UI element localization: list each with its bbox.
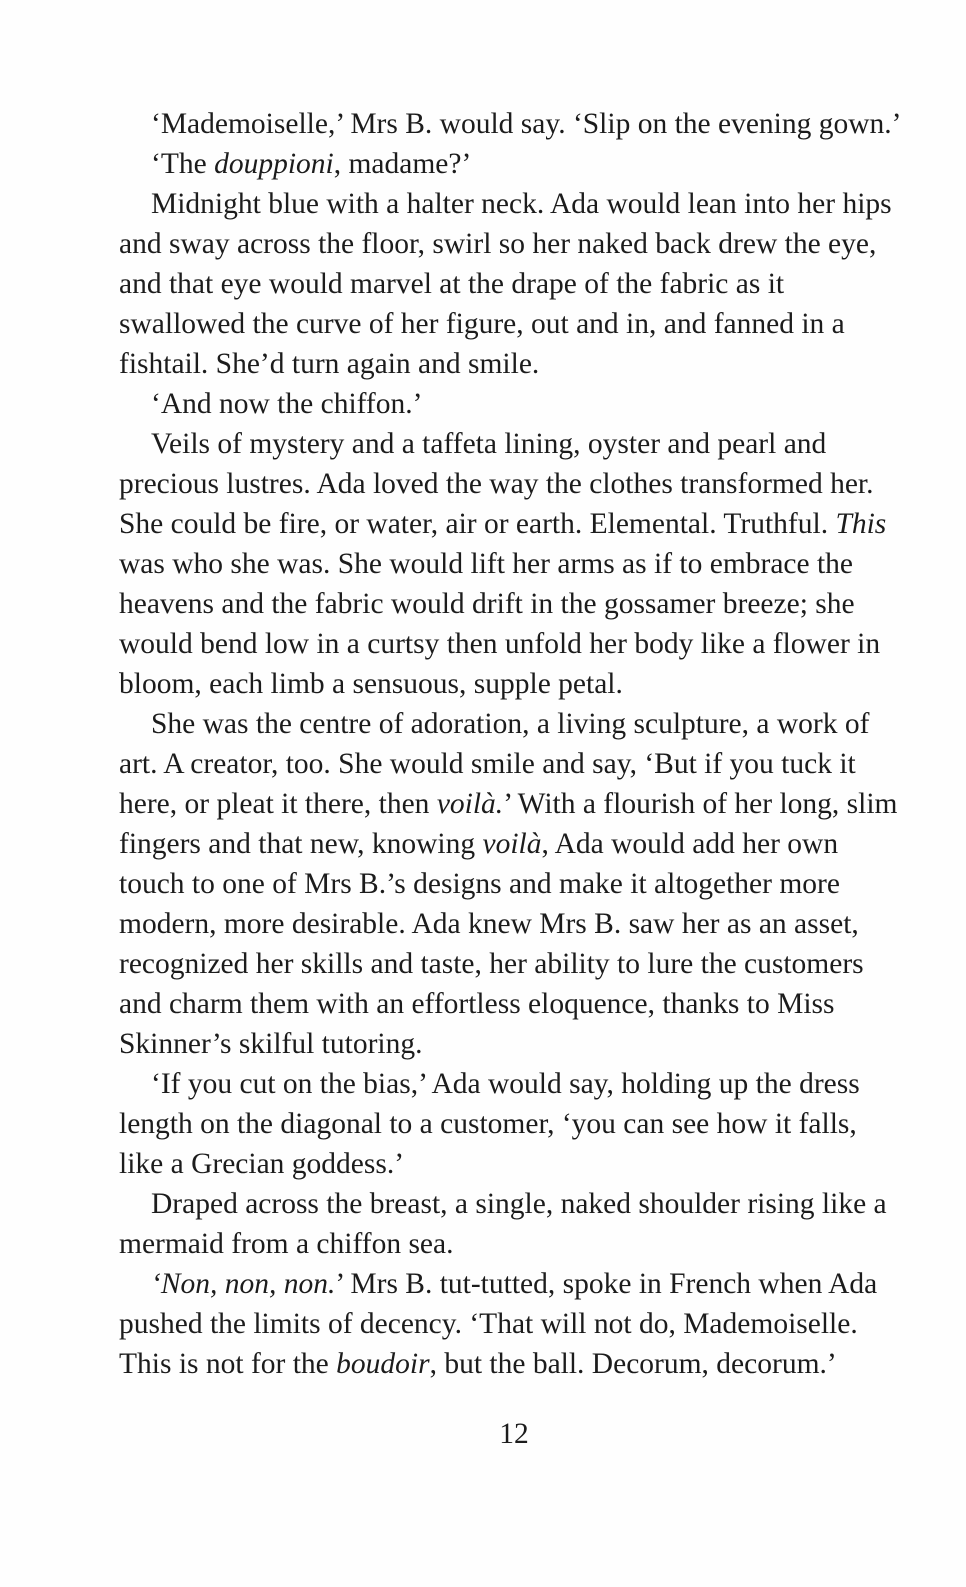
text-run: Veils of mystery and a taffeta lining, oyster and pearl and precious lustres. Ada loved the way the clothes transformed her. She could be fire, or water, air or earth. Elemental. Truthful. <box>119 428 874 540</box>
text-run: ‘And now the chiffon.’ <box>151 388 423 420</box>
text-run: Midnight blue with a halter neck. Ada would lean into her hips and sway across the floor, swirl so her naked back drew the eye, and that eye would marvel at the drape of the fabric as it swallowed the curve of her figure, out and in, and fanned in a fishtail. She’d turn again and smile. <box>119 188 892 380</box>
paragraph <box>119 1264 908 1384</box>
text-run: , but the ball. Decorum, decorum.’ <box>429 1348 837 1380</box>
italic-text: voilà. <box>436 788 504 820</box>
paragraph <box>119 384 908 424</box>
text-run: ‘If you cut on the bias,’ Ada would say, holding up the dress length on the diagonal to a customer, ‘you can see how it falls, like a Grecian goddess.’ <box>119 1068 860 1180</box>
paragraph <box>119 704 908 1064</box>
paragraph <box>119 424 908 704</box>
page-number: 12 <box>499 1418 529 1450</box>
text-run: , Ada would add her own touch to one of Mrs B.’s designs and make it altogether more modern, more desirable. Ada knew Mrs B. saw her as an asset, recognized her skills and taste, her ability to lure the customers and charm them with an effortless eloquence, thanks to Miss Skinner’s skilful tutoring. <box>119 828 864 1060</box>
text-run: ‘The <box>151 148 215 180</box>
italic-text: ‘Non, non, non. <box>151 1268 336 1300</box>
paragraph <box>119 1184 908 1264</box>
italic-text: voilà <box>482 828 542 860</box>
paragraph <box>119 1064 908 1184</box>
paragraph <box>119 144 908 184</box>
italic-text: boudoir <box>336 1348 430 1380</box>
text-run: ‘Mademoiselle,’ Mrs B. would say. ‘Slip on the evening gown.’ <box>151 108 902 140</box>
text-run: , madame?’ <box>333 148 472 180</box>
text-run: ’ With a flourish of her long, slim fingers and that new, knowing <box>119 788 898 860</box>
italic-text: This <box>835 508 887 540</box>
italic-text: douppioni <box>214 148 334 180</box>
text-run: was who she was. She would lift her arms as if to embrace the heavens and the fabric would drift in the gossamer breeze; she would bend low in a curtsy then unfold her body like a flower in bloom, each limb a sensuous, supple petal. <box>119 548 881 700</box>
paragraph <box>119 184 908 384</box>
text-run: She was the centre of adoration, a living sculpture, a work of art. A creator, too. She would smile and say, ‘But if you tuck it here, or pleat it there, then <box>119 708 870 820</box>
text-run: Draped across the breast, a single, naked shoulder rising like a mermaid from a chiffon sea. <box>119 1188 887 1260</box>
text-run: ’ Mrs B. tut-tutted, spoke in French when Ada pushed the limits of decency. ‘That will not do, Mademoiselle. This is not for the <box>119 1268 878 1380</box>
body-text <box>119 104 908 1384</box>
paragraph <box>119 104 908 144</box>
